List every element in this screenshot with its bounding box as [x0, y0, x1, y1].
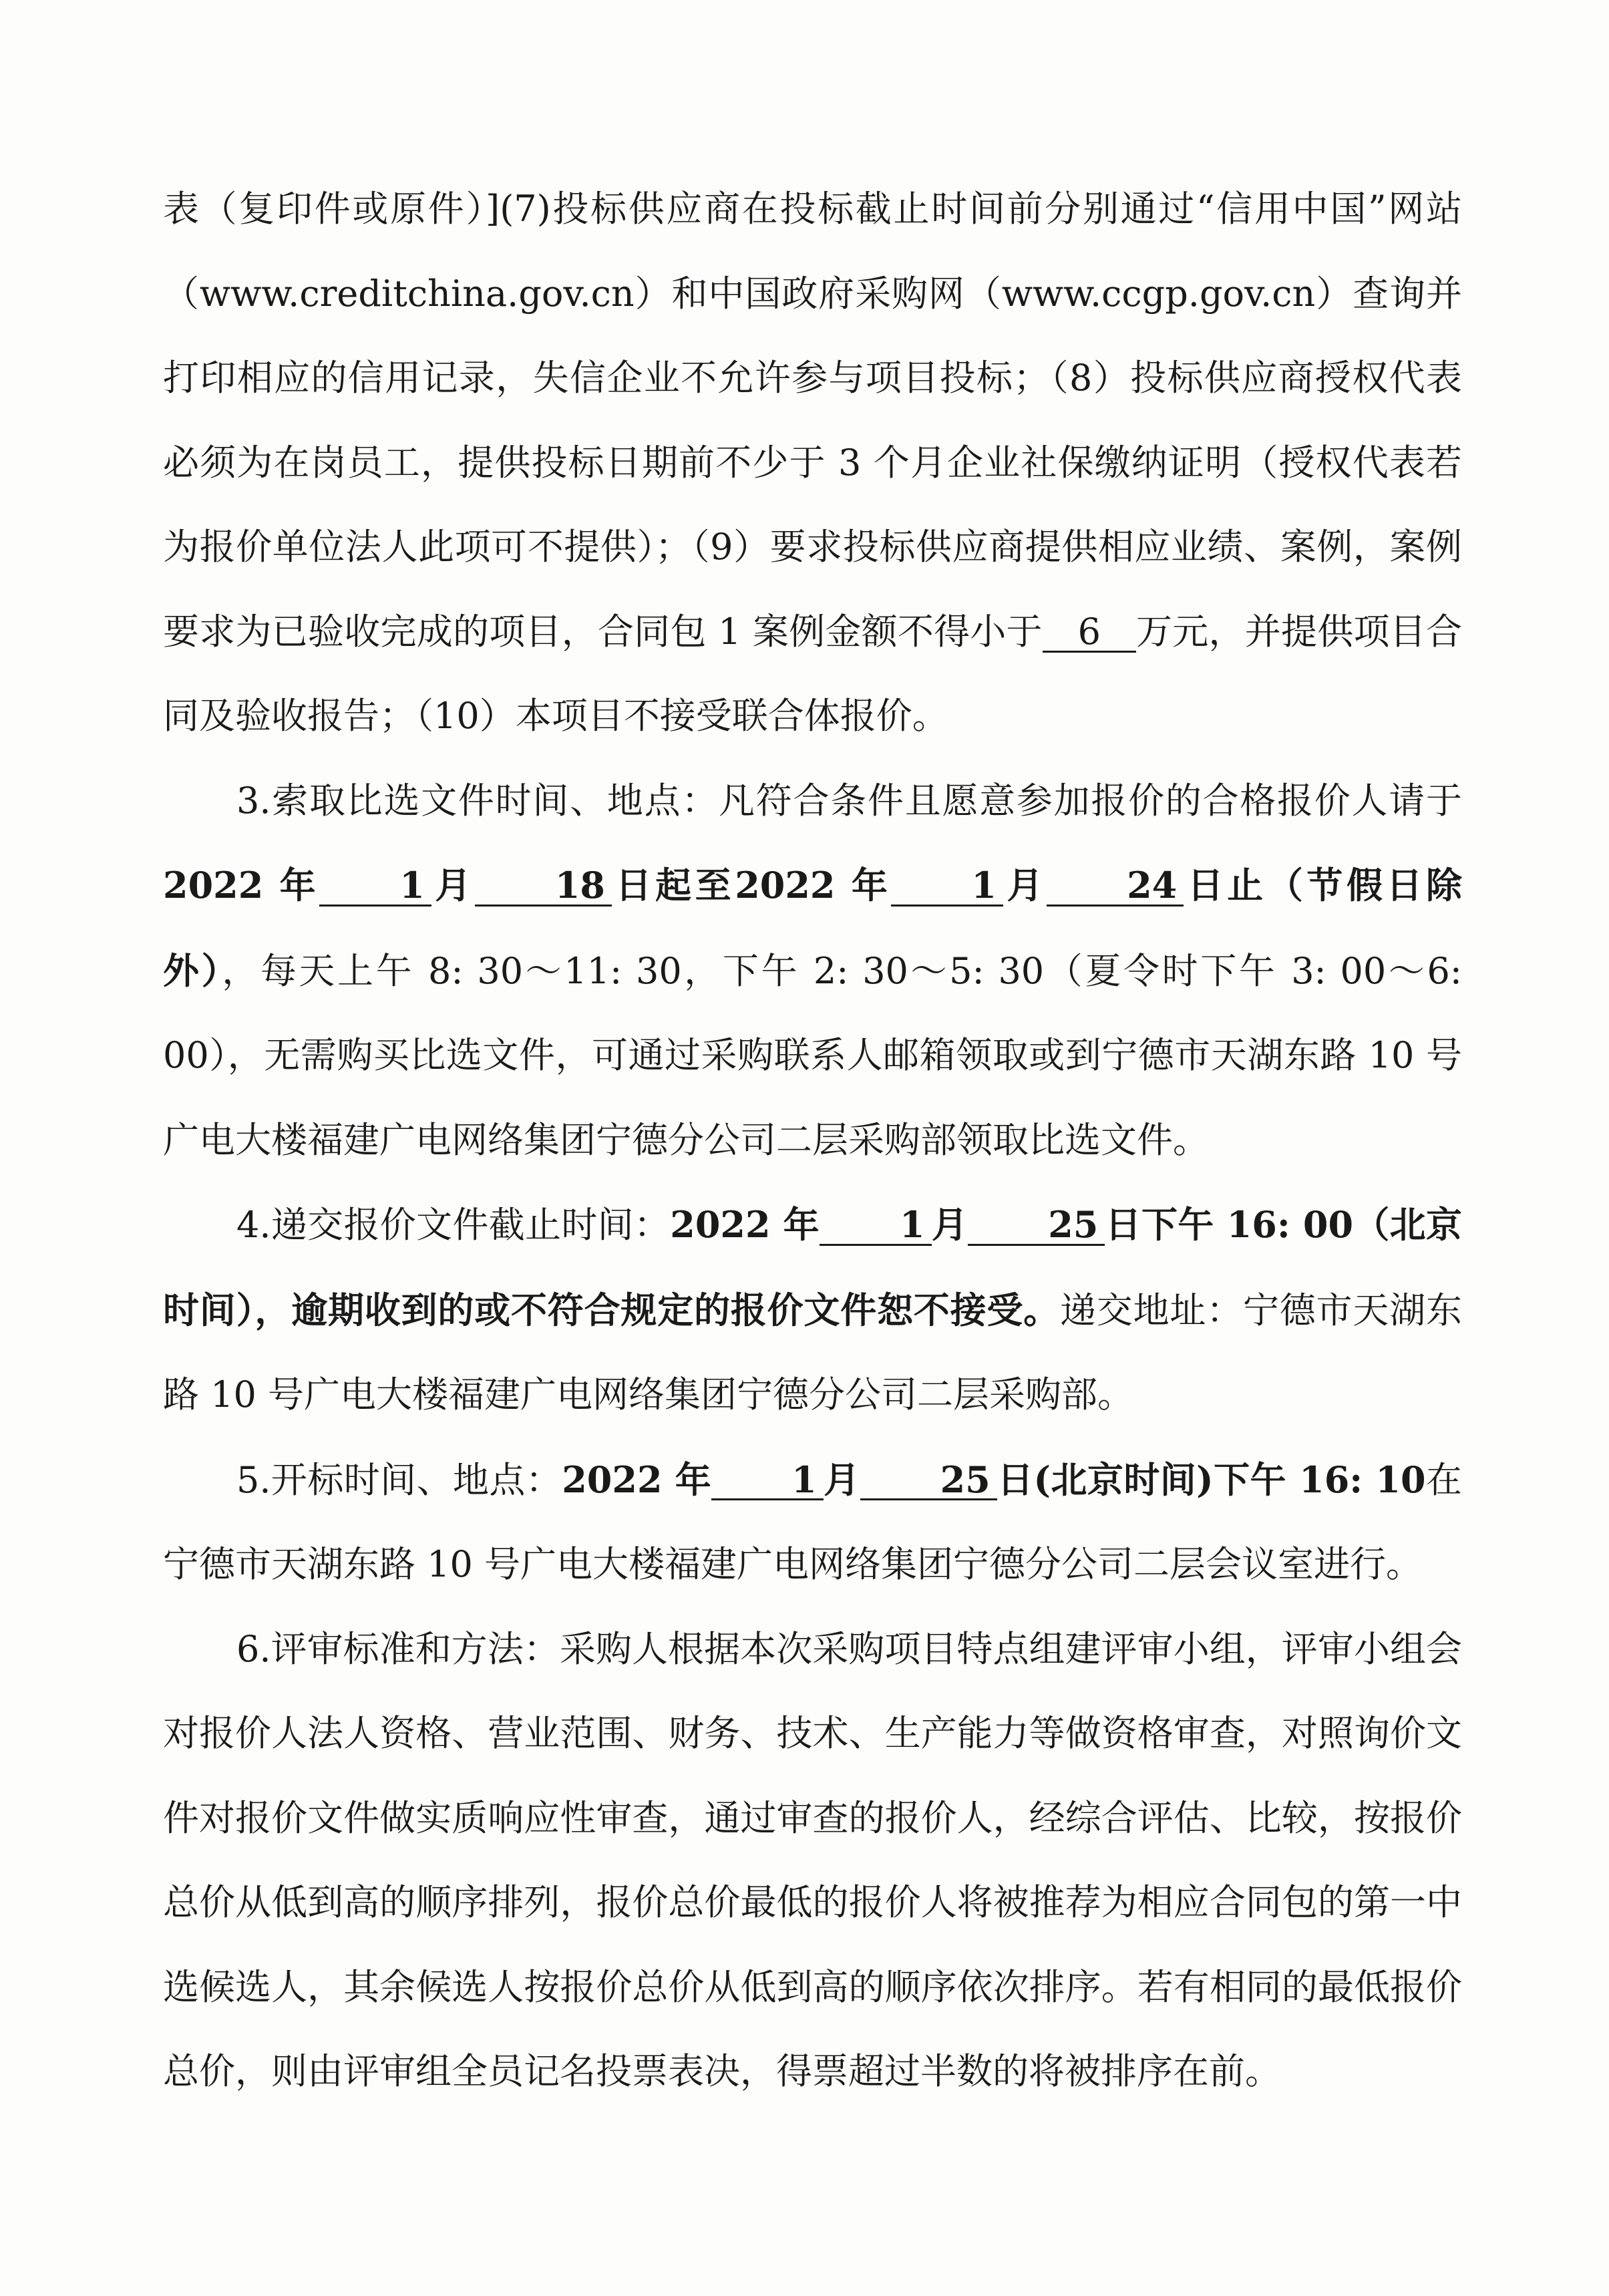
obtain-start-year: 2022 年 [163, 864, 320, 907]
bid-opening-day: 25 [860, 1461, 997, 1501]
submission-address: 递交地址：宁德市天湖东路 10 号广电大楼福建广电网络集团宁德分公司二层采购部。 [163, 1289, 1462, 1416]
case-amount-value: 6 [1043, 613, 1136, 653]
obtain-end-year: 2022 年 [735, 864, 892, 907]
submission-deadline-label: 4.递交报价文件截止时间： [236, 1204, 671, 1246]
bid-opening-time: 日(北京时间)下午 16: 10 [997, 1458, 1426, 1501]
submission-year: 2022 年 [670, 1203, 820, 1246]
obtain-start-month: 1 [319, 866, 431, 907]
paragraph-obtain-documents [163, 759, 1462, 1183]
obtain-end-day: 24 [1047, 866, 1184, 907]
submission-month-word: 月 [931, 1203, 968, 1246]
obtain-start-month-word: 月 [431, 864, 475, 907]
paragraph-bid-opening [163, 1438, 1462, 1607]
obtain-end-month-word: 月 [1003, 864, 1047, 907]
paragraph-submission-deadline [163, 1182, 1462, 1438]
obtain-documents-details: ，每天上午 8: 30～11: 30，下午 2: 30～5: 30（夏令时下午 3: 00～6: 00），无需购买比选文件，可通过采购联系人邮箱领取或到宁德市天湖东路 10 号广电大楼福建广电网络集团宁德分公司二层采购部领取比选文件。 [163, 949, 1462, 1161]
bid-opening-month: 1 [711, 1461, 824, 1501]
obtain-start-day: 18 [475, 866, 612, 907]
document-body [163, 167, 1462, 2114]
submission-day: 25 [968, 1206, 1105, 1246]
submission-deadline-notice: 日下午 16: 00（北京时间），逾期收到的或不符合规定的报价文件恕不接受。 [163, 1203, 1462, 1331]
obtain-start-day-word: 日起至 [612, 864, 735, 907]
obtain-end-day-word: 日止（节假日除外） [163, 864, 1463, 992]
bid-opening-month-word: 月 [823, 1458, 860, 1501]
bid-opening-year: 2022 年 [562, 1458, 712, 1501]
obtain-end-month: 1 [891, 866, 1003, 907]
submission-month: 1 [820, 1206, 932, 1246]
obtain-documents-intro: 3.索取比选文件时间、地点：凡符合条件且愿意参加报价的合格报价人请于 [236, 779, 1462, 822]
qualification-text-end: 万元，并提供项目合同及验收报告；（10）本项目不接受联合体报价。 [163, 610, 1462, 737]
bid-opening-label: 5.开标时间、地点： [236, 1458, 562, 1501]
paragraph-qualification-requirements [163, 167, 1462, 759]
bid-opening-location: 在宁德市天湖东路 10 号广电大楼福建广电网络集团宁德分公司二层会议室进行。 [163, 1458, 1463, 1585]
paragraph-evaluation-method: 6.评审标准和方法：采购人根据本次采购项目特点组建评审小组，评审小组会对报价人法人资格、营业范围、财务、技术、生产能力等做资格审查，对照询价文件对报价文件做实质响应性审查，通过审查的报价人，经综合评估、比较，按报价总价从低到高的顺序排列，报价总价最低的报价人将被推荐为相应合同包的第一中选候选人，其余候选人按报价总价从低到高的顺序依次排序。若有相同的最低报价总价，则由评审组全员记名投票表决，得票超过半数的将被排序在前。 [163, 1627, 1462, 2092]
qualification-text: 表（复印件或原件）](7)投标供应商在投标截止时间前分别通过“信用中国”网站（www.creditchina.gov.cn）和中国政府采购网（www.ccgp.gov.cn）查询并打印相应的信用记录，失信企业不允许参与项目投标；（8）投标供应商授权代表必须为在岗员工，提供投标日期前不少于 3 个月企业社保缴纳证明（授权代表若为报价单位法人此项可不提供）；（9）要求投标供应商提供相应业绩、案例，案例要求为已验收完成的项目，合同包 1 案例金额不得小于 [163, 188, 1462, 653]
